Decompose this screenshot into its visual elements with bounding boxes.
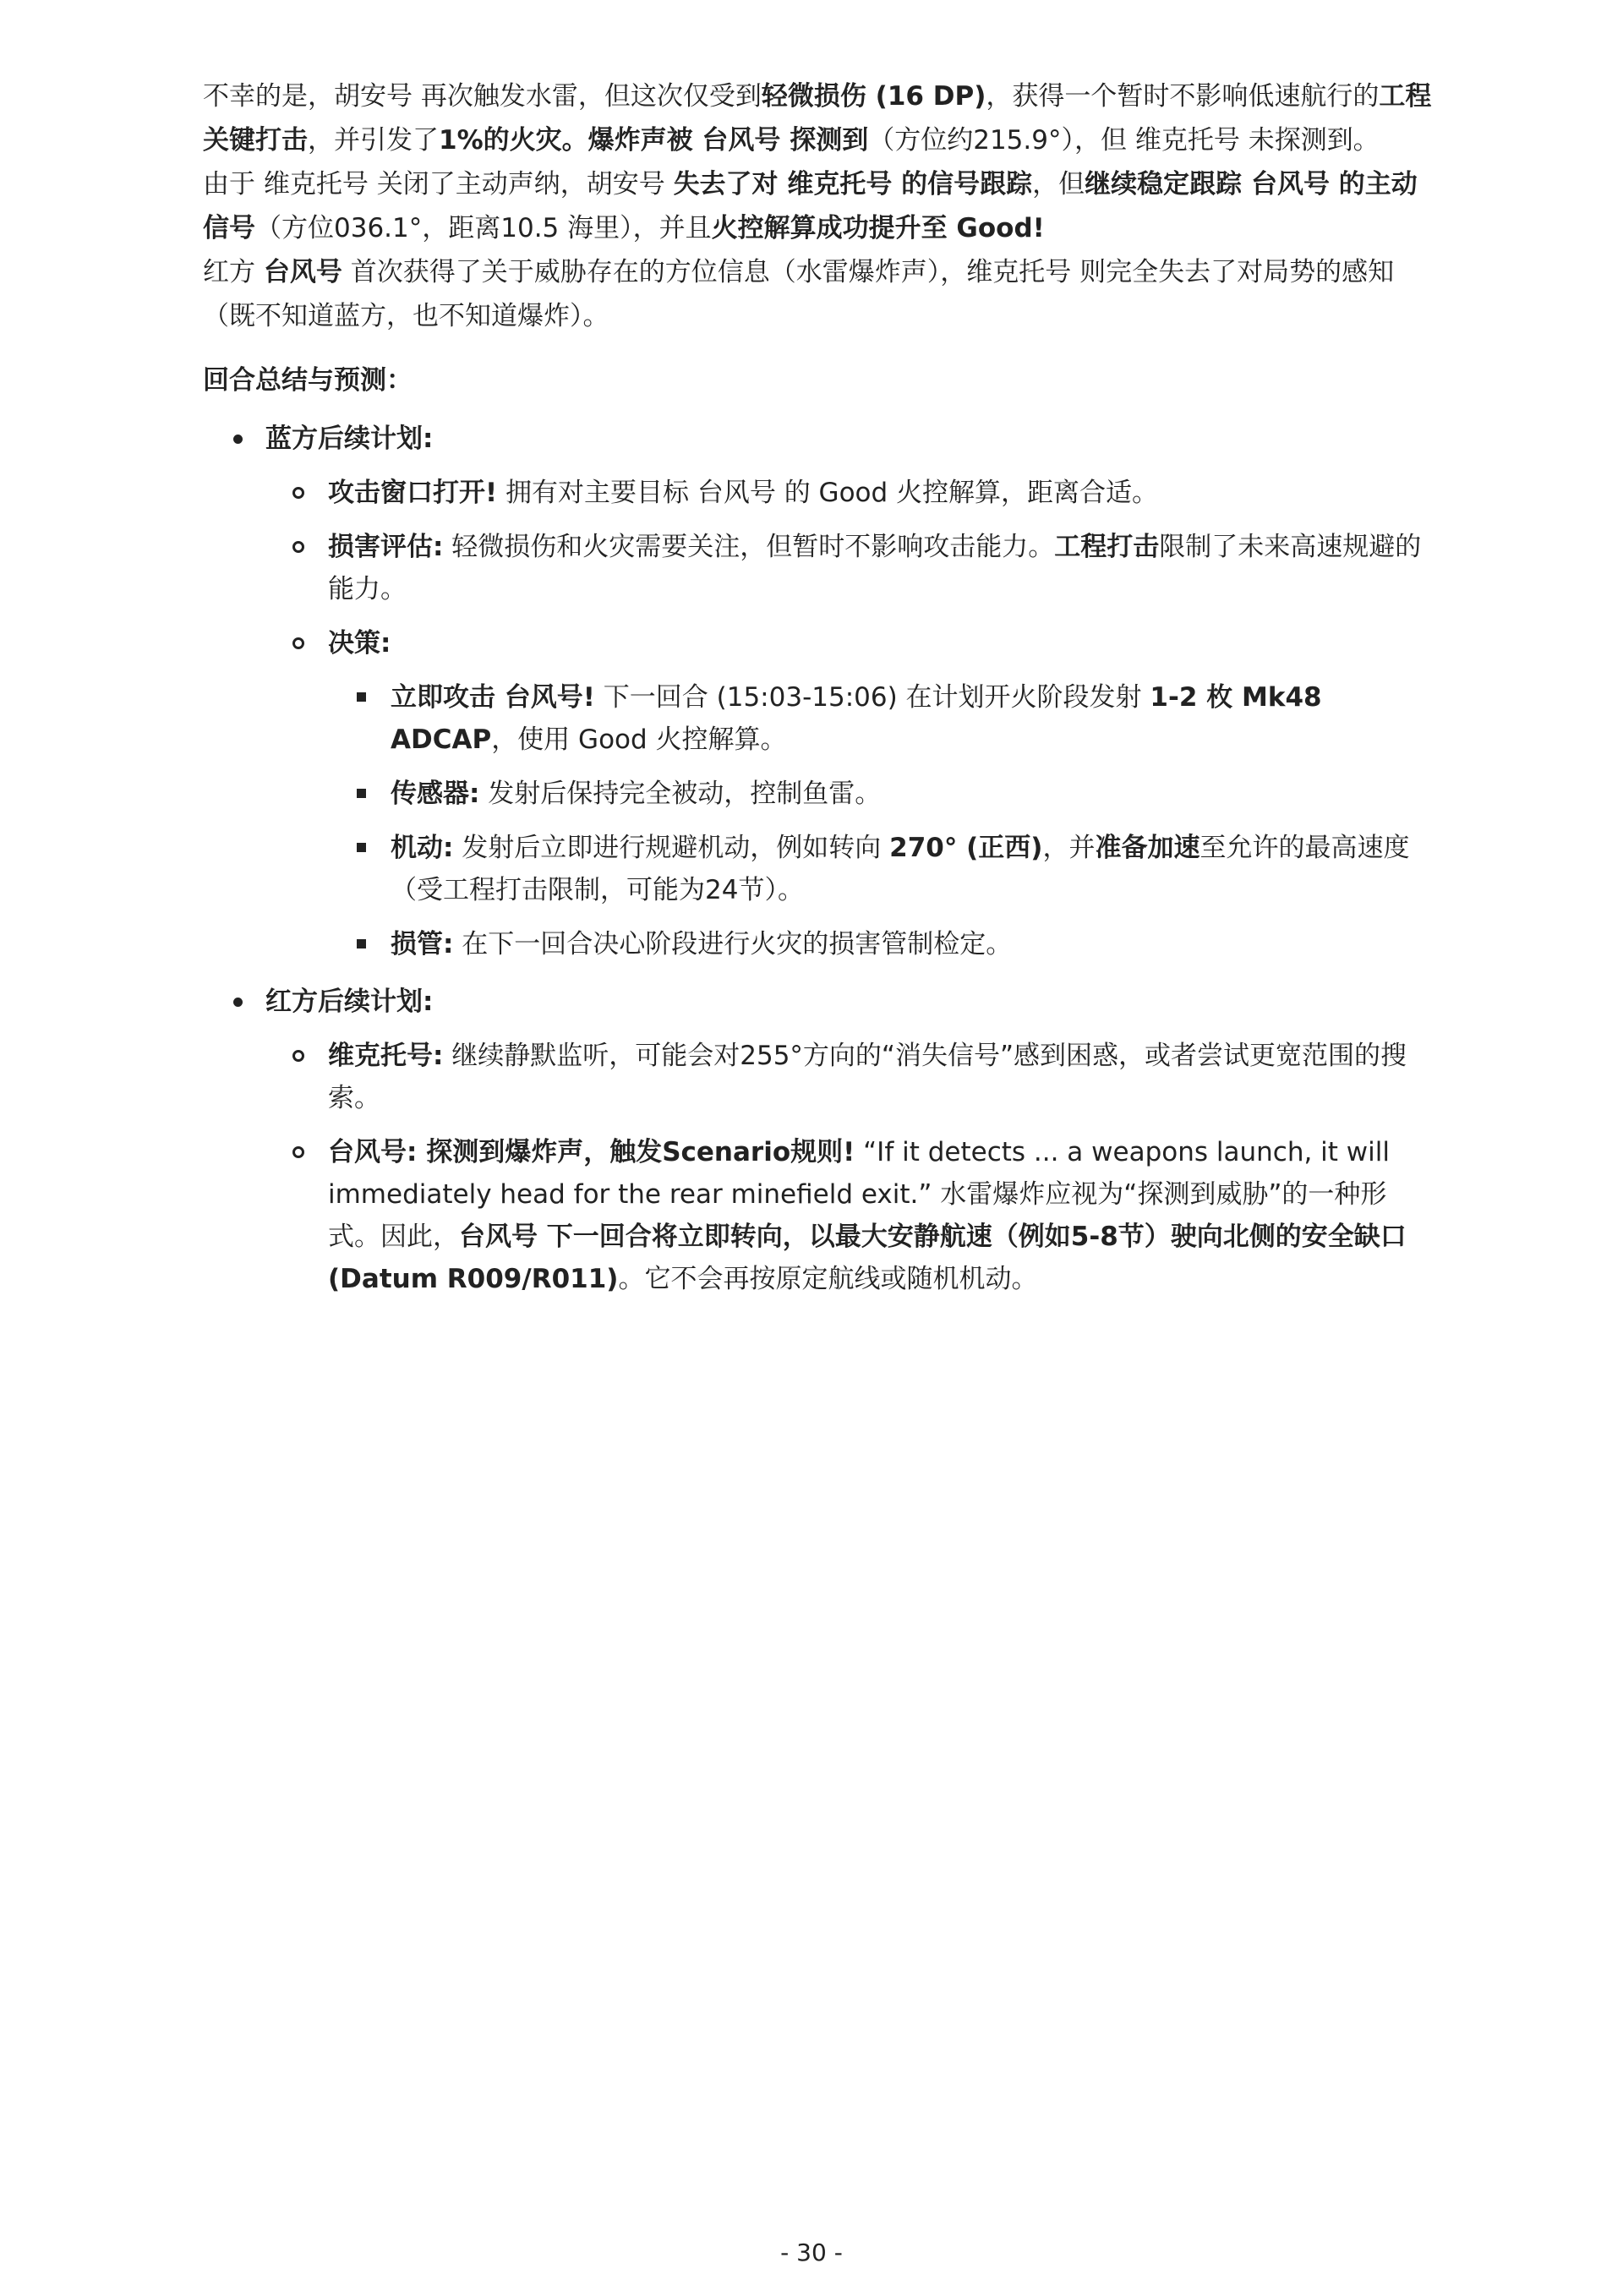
bold-text: 270° (正西) xyxy=(889,833,1043,863)
item-text: 拥有对主要目标 台风号 的 Good 火控解算，距离合适。 xyxy=(497,478,1159,508)
text: （方位约215.9°），但 维克托号 未探测到。 xyxy=(868,125,1380,156)
item-label: 立即攻击 台风号! xyxy=(391,682,595,713)
intro-paragraph-2 xyxy=(203,162,1437,250)
item-label: 维克托号: xyxy=(328,1041,444,1071)
item-text: 轻微损伤和火灾需要关注，但暂时不影响攻击能力。 xyxy=(443,532,1055,562)
item-text: 至允许的最高速度（受工程打击限制，可能为24节）。 xyxy=(391,833,1410,905)
text: 不幸的是，胡安号 再次触发水雷，但这次仅受到 xyxy=(203,81,762,112)
blue-plan-item xyxy=(203,418,1437,965)
item-label: 台风号: 探测到爆炸声，触发Scenario规则! xyxy=(328,1137,855,1167)
text: ，并引发了 xyxy=(308,125,439,156)
bold-text: 工程关键打击 xyxy=(203,81,1432,156)
list-item xyxy=(328,676,1437,761)
intro-paragraph-1 xyxy=(203,74,1437,162)
list-item xyxy=(328,923,1437,965)
bold-text: 台风号 下一回合将立即转向，以最大安静航速（例如5-8节）驶向北侧的安全缺口 (Datum R009/R011) xyxy=(328,1222,1407,1294)
item-label: 机动: xyxy=(391,833,454,863)
bold-text: 台风号 xyxy=(263,257,342,287)
list-item xyxy=(265,1035,1437,1119)
list-item xyxy=(265,1131,1437,1300)
summary-title: 回合总结与预测： xyxy=(203,365,413,396)
item-text: ，使用 Good 火控解算。 xyxy=(491,724,787,755)
item-text: 发射后保持完全被动，控制鱼雷。 xyxy=(479,779,882,809)
item-label: 攻击窗口打开! xyxy=(328,478,498,508)
red-plan-sublist xyxy=(265,1035,1437,1300)
bold-text: 继续稳定跟踪 台风号 的主动信号 xyxy=(203,169,1418,243)
text: （方位036.1°，距离10.5 海里），并且 xyxy=(255,213,712,243)
bold-text: 准备加速 xyxy=(1095,833,1200,863)
text: ，但 xyxy=(1032,169,1085,200)
item-text: 发射后立即进行规避机动，例如转向 xyxy=(453,833,890,863)
summary-heading xyxy=(203,358,1437,402)
red-plan-item xyxy=(203,981,1437,1300)
item-text: “If it detects ... a weapons launch, it will immediately head for the rear minefield exit.” 水雷爆炸应视为“探测到威胁”的一种形式。因此， xyxy=(328,1137,1390,1252)
item-text: 。它不会再按原定航线或随机机动。 xyxy=(618,1264,1038,1294)
bold-text: 爆炸声被 台风号 探测到 xyxy=(587,125,869,156)
item-label: 损害评估: xyxy=(328,532,444,562)
text: 首次获得了关于威胁存在的方位信息（水雷爆炸声），维克托号 则完全失去了对局势的感知（既不知道蓝方，也不知道爆炸）。 xyxy=(203,257,1395,331)
list-item xyxy=(265,526,1437,610)
item-text: ，并 xyxy=(1042,833,1096,863)
bold-text: 1%的火灾。 xyxy=(439,125,588,156)
item-label: 传感器: xyxy=(391,779,480,809)
bold-text: 火控解算成功提升至 Good! xyxy=(711,213,1045,243)
list-item xyxy=(328,827,1437,911)
bold-text: 失去了对 维克托号 的信号跟踪 xyxy=(673,169,1033,200)
text: 红方 xyxy=(203,257,264,287)
bold-text: 1-2 枚 Mk48 ADCAP xyxy=(391,682,1322,755)
item-text: 继续静默监听，可能会对255°方向的“消失信号”感到困惑，或者尝试更宽范围的搜索。 xyxy=(328,1041,1407,1113)
item-label: 决策: xyxy=(328,628,391,659)
bold-text: 工程打击 xyxy=(1054,532,1160,562)
list-item xyxy=(265,622,1437,965)
item-label: 损管: xyxy=(391,929,454,959)
item-text: 限制了未来高速规避的能力。 xyxy=(328,532,1422,604)
plan-list xyxy=(203,418,1437,1300)
blue-plan-title: 蓝方后续计划: xyxy=(265,424,434,454)
bold-text: 轻微损伤 (16 DP) xyxy=(761,81,986,112)
list-item xyxy=(328,773,1437,815)
item-text: 在下一回合决心阶段进行火灾的损害管制检定。 xyxy=(453,929,1013,959)
item-text: 下一回合 (15:03-15:06) 在计划开火阶段发射 xyxy=(594,682,1150,713)
text: ，获得一个暂时不影响低速航行的 xyxy=(986,81,1380,112)
document-body xyxy=(203,74,1437,1300)
text: 由于 维克托号 关闭了主动声纳，胡安号 xyxy=(203,169,674,200)
red-plan-title: 红方后续计划: xyxy=(265,987,434,1017)
intro-paragraph-3 xyxy=(203,250,1437,338)
blue-plan-sublist xyxy=(265,472,1437,965)
list-item xyxy=(265,472,1437,514)
page-number: - 30 - xyxy=(780,2239,843,2266)
decision-sublist xyxy=(328,676,1437,965)
